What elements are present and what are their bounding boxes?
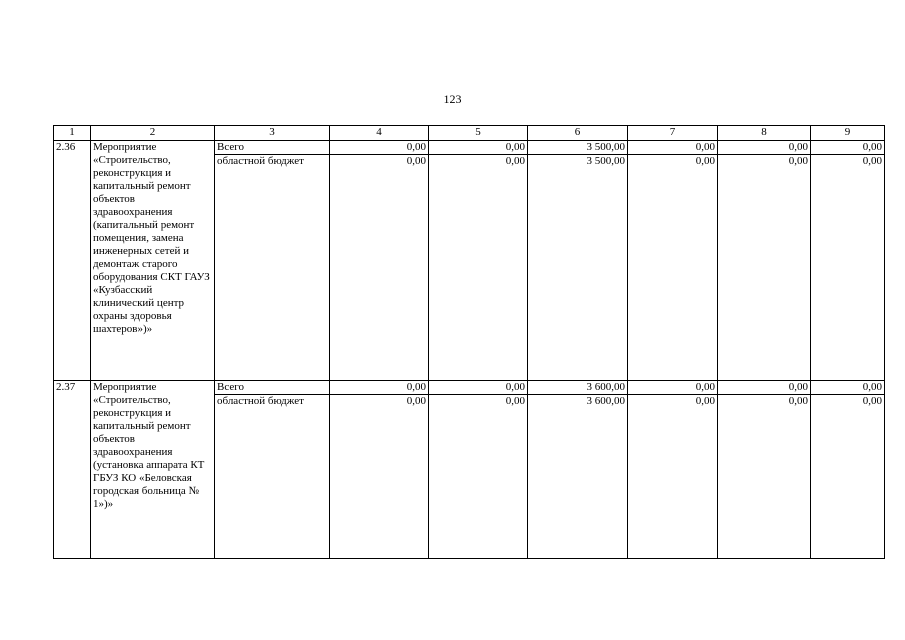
value-cell: 3 500,00	[528, 141, 628, 155]
entry-code: 2.37	[54, 381, 91, 559]
value-cell: 0,00	[811, 155, 885, 381]
funding-source: Всего	[215, 381, 330, 395]
entry-code: 2.36	[54, 141, 91, 381]
value-cell: 0,00	[628, 155, 718, 381]
value-cell: 3 600,00	[528, 381, 628, 395]
value-cell: 0,00	[330, 155, 429, 381]
entry-name: Мероприятие «Строительство, реконструкция и капитальный ремонт объектов здравоохранения (установка аппарата КТ ГБУЗ КО «Беловская городская больница № 1»)»	[91, 381, 215, 559]
column-number: 9	[811, 126, 885, 141]
value-cell: 0,00	[811, 141, 885, 155]
funding-source: областной бюджет	[215, 155, 330, 381]
value-cell: 0,00	[628, 395, 718, 559]
column-number: 3	[215, 126, 330, 141]
value-cell: 0,00	[330, 395, 429, 559]
value-cell: 0,00	[811, 395, 885, 559]
column-number: 4	[330, 126, 429, 141]
column-number: 5	[429, 126, 528, 141]
value-cell: 0,00	[429, 395, 528, 559]
table-row	[54, 141, 885, 155]
budget-table	[53, 125, 885, 559]
value-cell: 0,00	[811, 381, 885, 395]
value-cell: 0,00	[429, 141, 528, 155]
value-cell: 0,00	[628, 381, 718, 395]
value-cell: 0,00	[429, 155, 528, 381]
column-number: 6	[528, 126, 628, 141]
value-cell: 0,00	[718, 395, 811, 559]
column-number-row	[54, 126, 885, 141]
value-cell: 0,00	[429, 381, 528, 395]
value-cell: 3 500,00	[528, 155, 628, 381]
entry-name: Мероприятие «Строительство, реконструкция и капитальный ремонт объектов здравоохранения (капитальный ремонт помещения, замена инженерных сетей и демонтаж старого оборудования СКТ ГАУЗ «Кузбасский клинический центр охраны здоровья шахтеров»)»	[91, 141, 215, 381]
column-number: 1	[54, 126, 91, 141]
column-number: 2	[91, 126, 215, 141]
page-number: 123	[443, 92, 462, 106]
value-cell: 0,00	[718, 381, 811, 395]
funding-source: областной бюджет	[215, 395, 330, 559]
value-cell: 0,00	[628, 141, 718, 155]
table-row	[54, 381, 885, 395]
value-cell: 3 600,00	[528, 395, 628, 559]
value-cell: 0,00	[718, 155, 811, 381]
column-number: 7	[628, 126, 718, 141]
value-cell: 0,00	[330, 141, 429, 155]
value-cell: 0,00	[718, 141, 811, 155]
value-cell: 0,00	[330, 381, 429, 395]
funding-source: Всего	[215, 141, 330, 155]
column-number: 8	[718, 126, 811, 141]
